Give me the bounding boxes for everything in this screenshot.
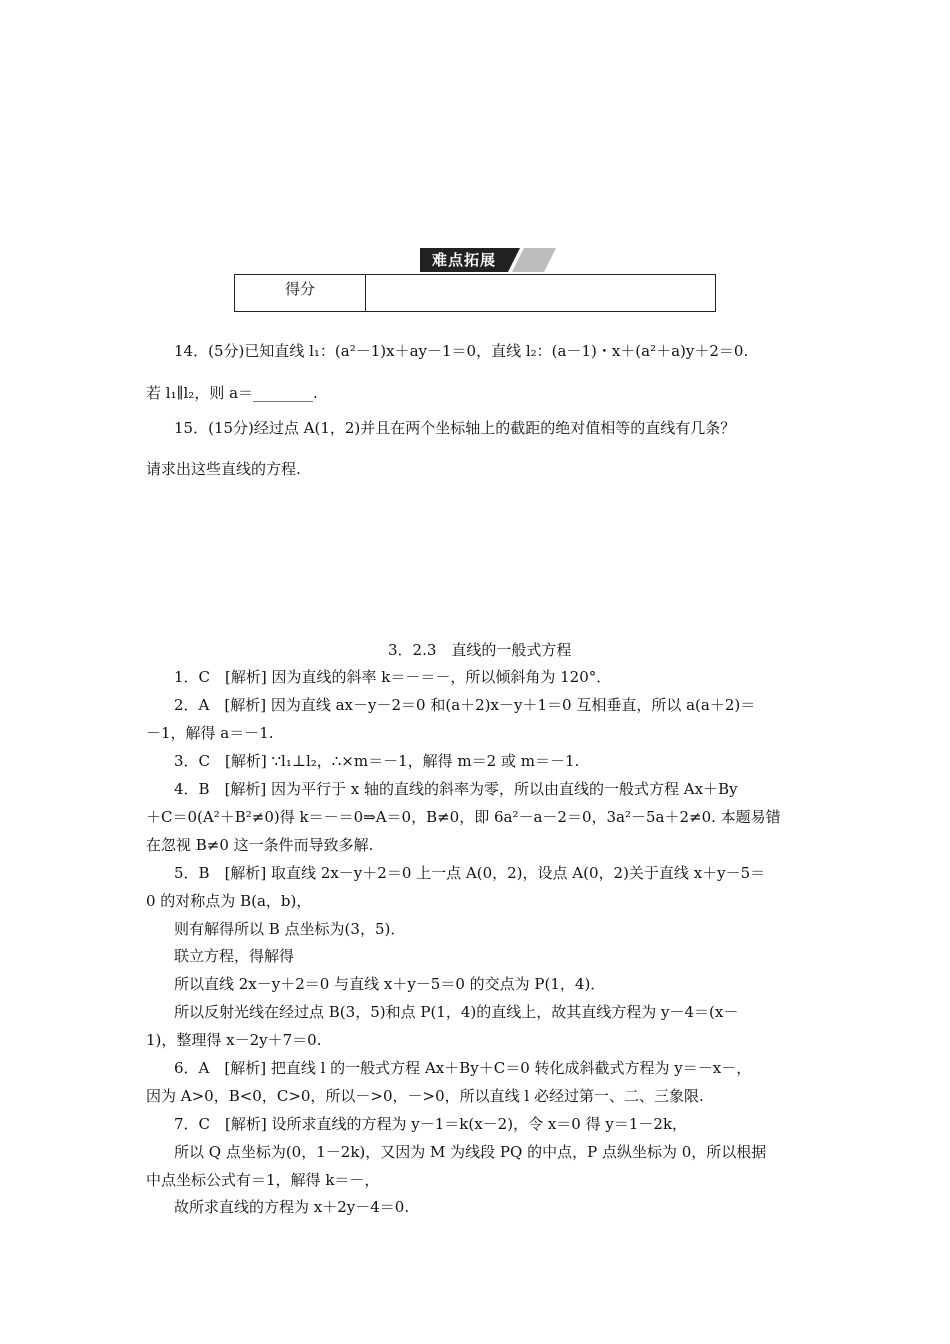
score-table	[234, 274, 716, 312]
answer-line: 则有解得所以 B 点坐标为(3，5)．	[174, 920, 406, 938]
answer-line: 联立方程，得解得	[174, 947, 295, 965]
answer-line: －1，解得 a＝－1.	[146, 724, 274, 742]
answer-line: 0 的对称点为 B(a，b)，	[146, 892, 312, 910]
answer-line: 中点坐标公式有＝1，解得 k＝－，	[146, 1171, 380, 1189]
answer-line: 1．C [解析] 因为直线的斜率 k＝－＝－，所以倾斜角为 120°．	[174, 668, 612, 686]
banner-title: 难点拓展	[432, 251, 497, 269]
score-label: 得分	[235, 275, 366, 311]
answer-line: 4．B [解析] 因为平行于 x 轴的直线的斜率为零，所以由直线的一般式方程 Ax＋By	[174, 780, 738, 798]
answer-line: ＋C＝0(A²＋B²≠0)得 k＝－＝0⇒A＝0，B≠0，即 6a²－a－2＝0，3a²－5a＋2≠0. 本题易错	[146, 808, 781, 826]
section-title: 3．2.3 直线的一般式方程	[388, 641, 572, 659]
answer-line: 在忽视 B≠0 这一条件而导致多解.	[146, 836, 374, 854]
answer-line: 3．C [解析] ∵l₁⊥l₂，∴×m＝－1，解得 m＝2 或 m＝－1.	[174, 752, 580, 770]
score-value	[366, 275, 715, 311]
problem-14-line-2: 若 l₁∥l₂，则 a＝________.	[146, 384, 318, 402]
answer-line: 因为 A>0，B<0，C>0，所以－>0，－>0，所以直线 l 必经过第一、二、三象限.	[146, 1087, 704, 1105]
section-banner	[420, 248, 556, 272]
answer-line: 所以反射光线在经过点 B(3，5)和点 P(1，4)的直线上，故其直线方程为 y－4＝(x－	[174, 1003, 739, 1021]
problem-14-line-1: 14．(5分)已知直线 l₁：(a²－1)x＋ay－1＝0，直线 l₂：(a－1)・x＋(a²＋a)y＋2＝0.	[174, 342, 749, 360]
answer-line: 故所求直线的方程为 x＋2y－4＝0.	[174, 1198, 410, 1216]
answer-line: 2．A [解析] 因为直线 ax－y－2＝0 和(a＋2)x－y＋1＝0 互相垂直，所以 a(a＋2)＝	[174, 696, 756, 714]
answer-line: 所以直线 2x－y＋2＝0 与直线 x＋y－5＝0 的交点为 P(1，4)．	[174, 975, 606, 993]
answer-line: 6．A [解析] 把直线 l 的一般式方程 Ax＋By＋C＝0 转化成斜截式方程为 y＝－x－，	[174, 1059, 752, 1077]
problem-15-line-1: 15．(15分)经过点 A(1，2)并且在两个坐标轴上的截距的绝对值相等的直线有几条？	[174, 419, 736, 437]
answer-line: 7．C [解析] 设所求直线的方程为 y－1＝k(x－2)，令 x＝0 得 y＝1－2k，	[174, 1115, 688, 1133]
answer-line: 5．B [解析] 取直线 2x－y＋2＝0 上一点 A(0，2)，设点 A(0，2)关于直线 x＋y－5＝	[174, 864, 766, 882]
problem-15-line-2: 请求出这些直线的方程.	[146, 460, 301, 478]
answer-line: 1)，整理得 x－2y＋7＝0.	[146, 1031, 322, 1049]
answer-line: 所以 Q 点坐标为(0，1－2k)，又因为 M 为线段 PQ 的中点，P 点纵坐标为 0，所以根据	[174, 1143, 767, 1161]
